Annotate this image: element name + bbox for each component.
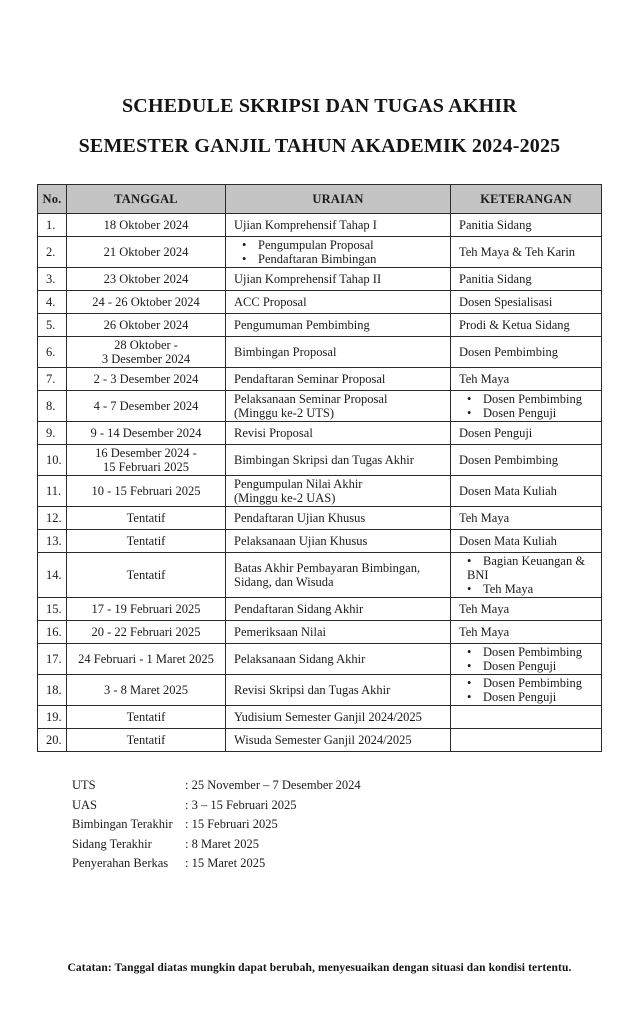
bullet-item: [459, 392, 593, 406]
cell-no: 2.: [38, 237, 67, 268]
summary-value: : 25 November – 7 Desember 2024: [185, 778, 361, 792]
cell-uraian: [226, 729, 451, 752]
cell-tanggal: [67, 391, 226, 422]
cell-uraian: [226, 507, 451, 530]
cell-uraian: [226, 314, 451, 337]
table-header-row: [38, 185, 602, 214]
cell-no: 9.: [38, 422, 67, 445]
cell-text-line: 16 Desember 2024 -: [95, 446, 197, 460]
cell-text-line: Ujian Komprehensif Tahap II: [234, 272, 382, 286]
table-row: [38, 291, 602, 314]
cell-uraian: [226, 476, 451, 507]
cell-text-line: Pengumuman Pembimbing: [234, 318, 370, 332]
cell-text-line: (Minggu ke-2 UAS): [234, 491, 336, 505]
summary-label: Sidang Terakhir: [72, 836, 152, 851]
bullet-item-text: Bagian Keuangan & BNI: [467, 554, 586, 582]
cell-uraian: [226, 422, 451, 445]
cell-uraian: [226, 291, 451, 314]
bullet-item: [234, 238, 442, 252]
cell-keterangan: [451, 644, 602, 675]
summary-line-bimbingan-terakhir: [72, 815, 639, 835]
table-row: [38, 476, 602, 507]
cell-text-line: Bimbingan Skripsi dan Tugas Akhir: [234, 453, 414, 467]
cell-keterangan: [451, 391, 602, 422]
cell-text-line: Tentatif: [126, 568, 166, 582]
summary-value: : 15 Maret 2025: [185, 856, 266, 870]
cell-tanggal: [67, 644, 226, 675]
cell-text-line: Tentatif: [126, 511, 166, 525]
summary-line-uts: [72, 776, 639, 796]
bullet-icon: •: [467, 406, 472, 420]
bullet-icon: •: [242, 252, 247, 266]
cell-keterangan: [451, 337, 602, 368]
bullet-item: [459, 659, 593, 673]
cell-uraian: [226, 553, 451, 598]
cell-uraian: [226, 337, 451, 368]
cell-text-line: Tentatif: [126, 733, 166, 747]
summary-block: [72, 776, 639, 874]
bullet-item-text: Dosen Penguji: [483, 659, 557, 673]
cell-text-line: Revisi Skripsi dan Tugas Akhir: [234, 683, 391, 697]
cell-text-line: Panitia Sidang: [459, 272, 532, 286]
table-row: [38, 675, 602, 706]
cell-uraian: [226, 445, 451, 476]
cell-tanggal: [67, 445, 226, 476]
cell-text-line: Dosen Penguji: [459, 426, 533, 440]
cell-text-line: 3 - 8 Maret 2025: [103, 683, 188, 697]
cell-keterangan: [451, 729, 602, 752]
cell-uraian: [226, 621, 451, 644]
cell-keterangan: [451, 706, 602, 729]
summary-label: UTS: [72, 778, 96, 792]
cell-text-line: Sidang, dan Wisuda: [234, 575, 334, 589]
bullet-item: [459, 645, 593, 659]
summary-line-uas: [72, 796, 639, 816]
summary-value: : 8 Maret 2025: [185, 836, 259, 851]
cell-tanggal: [67, 706, 226, 729]
cell-no: 11.: [38, 476, 67, 507]
table-row: [38, 621, 602, 644]
bullet-item-text: Dosen Penguji: [483, 690, 557, 704]
cell-text-line: 17 - 19 Februari 2025: [91, 602, 201, 616]
cell-tanggal: [67, 337, 226, 368]
table-row: [38, 553, 602, 598]
cell-keterangan: [451, 553, 602, 598]
cell-no: 4.: [38, 291, 67, 314]
cell-text-line: Pendaftaran Ujian Khusus: [234, 511, 366, 525]
bullet-icon: •: [467, 690, 472, 704]
table-row: [38, 445, 602, 476]
cell-text-line: 3 Desember 2024: [101, 352, 191, 366]
table-row: [38, 644, 602, 675]
cell-no: 10.: [38, 445, 67, 476]
cell-uraian: [226, 237, 451, 268]
bullet-icon: •: [467, 676, 472, 690]
cell-text-line: 26 Oktober 2024: [103, 318, 189, 332]
title-line-2: SEMESTER GANJIL TAHUN AKADEMIK 2024-2025: [78, 135, 561, 157]
cell-uraian: [226, 675, 451, 706]
schedule-table-body: [38, 214, 602, 752]
cell-text-line: Teh Maya: [459, 625, 510, 639]
cell-no: 3.: [38, 268, 67, 291]
cell-text-line: Pendaftaran Seminar Proposal: [234, 372, 386, 386]
cell-no: 17.: [38, 644, 67, 675]
cell-text-line: Teh Maya: [459, 602, 510, 616]
summary-value: : 15 Februari 2025: [185, 817, 278, 831]
cell-text-line: 28 Oktober -: [114, 338, 178, 352]
summary-line-sidang-terakhir: [72, 835, 639, 855]
cell-text-line: Pendaftaran Sidang Akhir: [234, 602, 364, 616]
cell-keterangan: [451, 237, 602, 268]
cell-no: 13.: [38, 530, 67, 553]
cell-text-line: 4 - 7 Desember 2024: [93, 399, 199, 413]
footer-note: Catatan: Tanggal diatas mungkin dapat berubah, menyesuaikan dengan situasi dan kondisi tertentu.: [67, 961, 572, 974]
bullet-item-text: Pendaftaran Bimbingan: [258, 252, 377, 266]
cell-text-line: Batas Akhir Pembayaran Bimbingan,: [234, 561, 421, 575]
cell-tanggal: [67, 237, 226, 268]
table-row: [38, 214, 602, 237]
bullet-icon: •: [467, 392, 472, 406]
bullet-item-text: Dosen Pembimbing: [483, 645, 582, 659]
header-no: No.: [38, 185, 67, 214]
cell-text-line: Pelaksanaan Sidang Akhir: [234, 652, 366, 666]
cell-keterangan: [451, 422, 602, 445]
summary-label: UAS: [72, 797, 98, 812]
cell-text-line: 9 - 14 Desember 2024: [90, 426, 202, 440]
cell-text-line: Tentatif: [126, 710, 166, 724]
cell-tanggal: [67, 530, 226, 553]
table-row: [38, 314, 602, 337]
cell-uraian: [226, 644, 451, 675]
cell-tanggal: [67, 476, 226, 507]
cell-keterangan: [451, 675, 602, 706]
cell-text-line: 15 Februari 2025: [102, 460, 190, 474]
cell-keterangan: [451, 368, 602, 391]
cell-tanggal: [67, 553, 226, 598]
schedule-table: [37, 184, 602, 752]
cell-text-line: Teh Maya: [459, 372, 510, 386]
cell-keterangan: [451, 268, 602, 291]
cell-no: 5.: [38, 314, 67, 337]
cell-text-line: 23 Oktober 2024: [103, 272, 189, 286]
table-row: [38, 530, 602, 553]
summary-label: Bimbingan Terakhir: [72, 817, 173, 831]
cell-text-line: Dosen Mata Kuliah: [459, 484, 557, 498]
bullet-item-text: Pengumpulan Proposal: [258, 238, 374, 252]
cell-uraian: [226, 598, 451, 621]
cell-text-line: Panitia Sidang: [459, 218, 532, 232]
bullet-icon: •: [467, 659, 472, 673]
header-keterangan: KETERANGAN: [451, 185, 602, 214]
bullet-item-text: Dosen Pembimbing: [483, 676, 582, 690]
cell-no: 16.: [38, 621, 67, 644]
cell-keterangan: [451, 621, 602, 644]
table-row: [38, 237, 602, 268]
cell-text-line: Dosen Mata Kuliah: [459, 534, 557, 548]
cell-text-line: Pelaksanaan Ujian Khusus: [234, 534, 368, 548]
cell-text-line: Pelaksanaan Seminar Proposal: [234, 392, 388, 406]
cell-tanggal: [67, 314, 226, 337]
bullet-icon: •: [467, 582, 472, 596]
cell-text-line: (Minggu ke-2 UTS): [234, 406, 334, 420]
cell-no: 6.: [38, 337, 67, 368]
summary-value: : 3 – 15 Februari 2025: [185, 797, 297, 812]
cell-uraian: [226, 214, 451, 237]
bullet-item: [234, 252, 442, 266]
summary-label: Penyerahan Berkas: [72, 856, 169, 870]
cell-tanggal: [67, 507, 226, 530]
bullet-item: [459, 554, 593, 582]
cell-text-line: ACC Proposal: [234, 295, 307, 309]
cell-no: 7.: [38, 368, 67, 391]
table-row: [38, 507, 602, 530]
cell-text-line: 24 - 26 Oktober 2024: [92, 295, 200, 309]
cell-text-line: Prodi & Ketua Sidang: [459, 318, 570, 332]
cell-text-line: Teh Maya: [459, 511, 510, 525]
table-row: [38, 337, 602, 368]
bullet-item: [459, 690, 593, 704]
cell-no: 14.: [38, 553, 67, 598]
bullet-item-text: Dosen Penguji: [483, 406, 557, 420]
cell-uraian: [226, 530, 451, 553]
table-row: [38, 598, 602, 621]
cell-tanggal: [67, 675, 226, 706]
table-row: [38, 729, 602, 752]
cell-keterangan: [451, 214, 602, 237]
cell-text-line: Pemeriksaan Nilai: [234, 625, 326, 639]
cell-no: 19.: [38, 706, 67, 729]
table-row: [38, 391, 602, 422]
cell-tanggal: [67, 621, 226, 644]
bullet-item-text: Teh Maya: [483, 582, 534, 596]
cell-uraian: [226, 391, 451, 422]
cell-keterangan: [451, 291, 602, 314]
cell-text-line: 2 - 3 Desember 2024: [93, 372, 199, 386]
bullet-item: [459, 406, 593, 420]
table-row: [38, 368, 602, 391]
table-row: [38, 422, 602, 445]
summary-line-penyerahan-berkas: [72, 854, 639, 874]
cell-tanggal: [67, 368, 226, 391]
cell-text-line: Dosen Pembimbing: [459, 345, 558, 359]
cell-tanggal: [67, 729, 226, 752]
cell-text-line: 10 - 15 Februari 2025: [91, 484, 201, 498]
header-uraian: URAIAN: [226, 185, 451, 214]
cell-no: 1.: [38, 214, 67, 237]
table-row: [38, 268, 602, 291]
cell-uraian: [226, 706, 451, 729]
cell-tanggal: [67, 268, 226, 291]
cell-text-line: Dosen Spesialisasi: [459, 295, 553, 309]
cell-text-line: 18 Oktober 2024: [103, 218, 189, 232]
bullet-item: [459, 582, 593, 596]
cell-keterangan: [451, 507, 602, 530]
cell-keterangan: [451, 530, 602, 553]
cell-text-line: Ujian Komprehensif Tahap I: [234, 218, 377, 232]
cell-keterangan: [451, 476, 602, 507]
cell-text-line: Revisi Proposal: [234, 426, 313, 440]
cell-text-line: Wisuda Semester Ganjil 2024/2025: [234, 733, 412, 747]
cell-no: 12.: [38, 507, 67, 530]
cell-keterangan: [451, 314, 602, 337]
cell-no: 18.: [38, 675, 67, 706]
table-row: [38, 706, 602, 729]
bullet-icon: •: [242, 238, 247, 252]
cell-text-line: Dosen Pembimbing: [459, 453, 558, 467]
cell-no: 15.: [38, 598, 67, 621]
cell-tanggal: [67, 291, 226, 314]
cell-text-line: 24 Februari - 1 Maret 2025: [78, 652, 214, 666]
cell-tanggal: [67, 422, 226, 445]
cell-keterangan: [451, 598, 602, 621]
cell-text-line: 21 Oktober 2024: [103, 245, 189, 259]
cell-text-line: Pengumpulan Nilai Akhir: [234, 477, 363, 491]
cell-text-line: Yudisium Semester Ganjil 2024/2025: [234, 710, 422, 724]
bullet-icon: •: [467, 645, 472, 659]
cell-text-line: Teh Maya & Teh Karin: [459, 245, 576, 259]
cell-keterangan: [451, 445, 602, 476]
title-line-1: SCHEDULE SKRIPSI DAN TUGAS AKHIR: [121, 95, 517, 117]
cell-tanggal: [67, 214, 226, 237]
bullet-icon: •: [467, 554, 472, 568]
bullet-item-text: Dosen Pembimbing: [483, 392, 582, 406]
cell-text-line: 20 - 22 Februari 2025: [91, 625, 201, 639]
cell-text-line: Tentatif: [126, 534, 166, 548]
cell-no: 20.: [38, 729, 67, 752]
cell-uraian: [226, 268, 451, 291]
cell-no: 8.: [38, 391, 67, 422]
header-tanggal: TANGGAL: [67, 185, 226, 214]
cell-uraian: [226, 368, 451, 391]
document-title: [0, 86, 639, 166]
cell-text-line: Bimbingan Proposal: [234, 345, 337, 359]
cell-tanggal: [67, 598, 226, 621]
bullet-item: [459, 676, 593, 690]
